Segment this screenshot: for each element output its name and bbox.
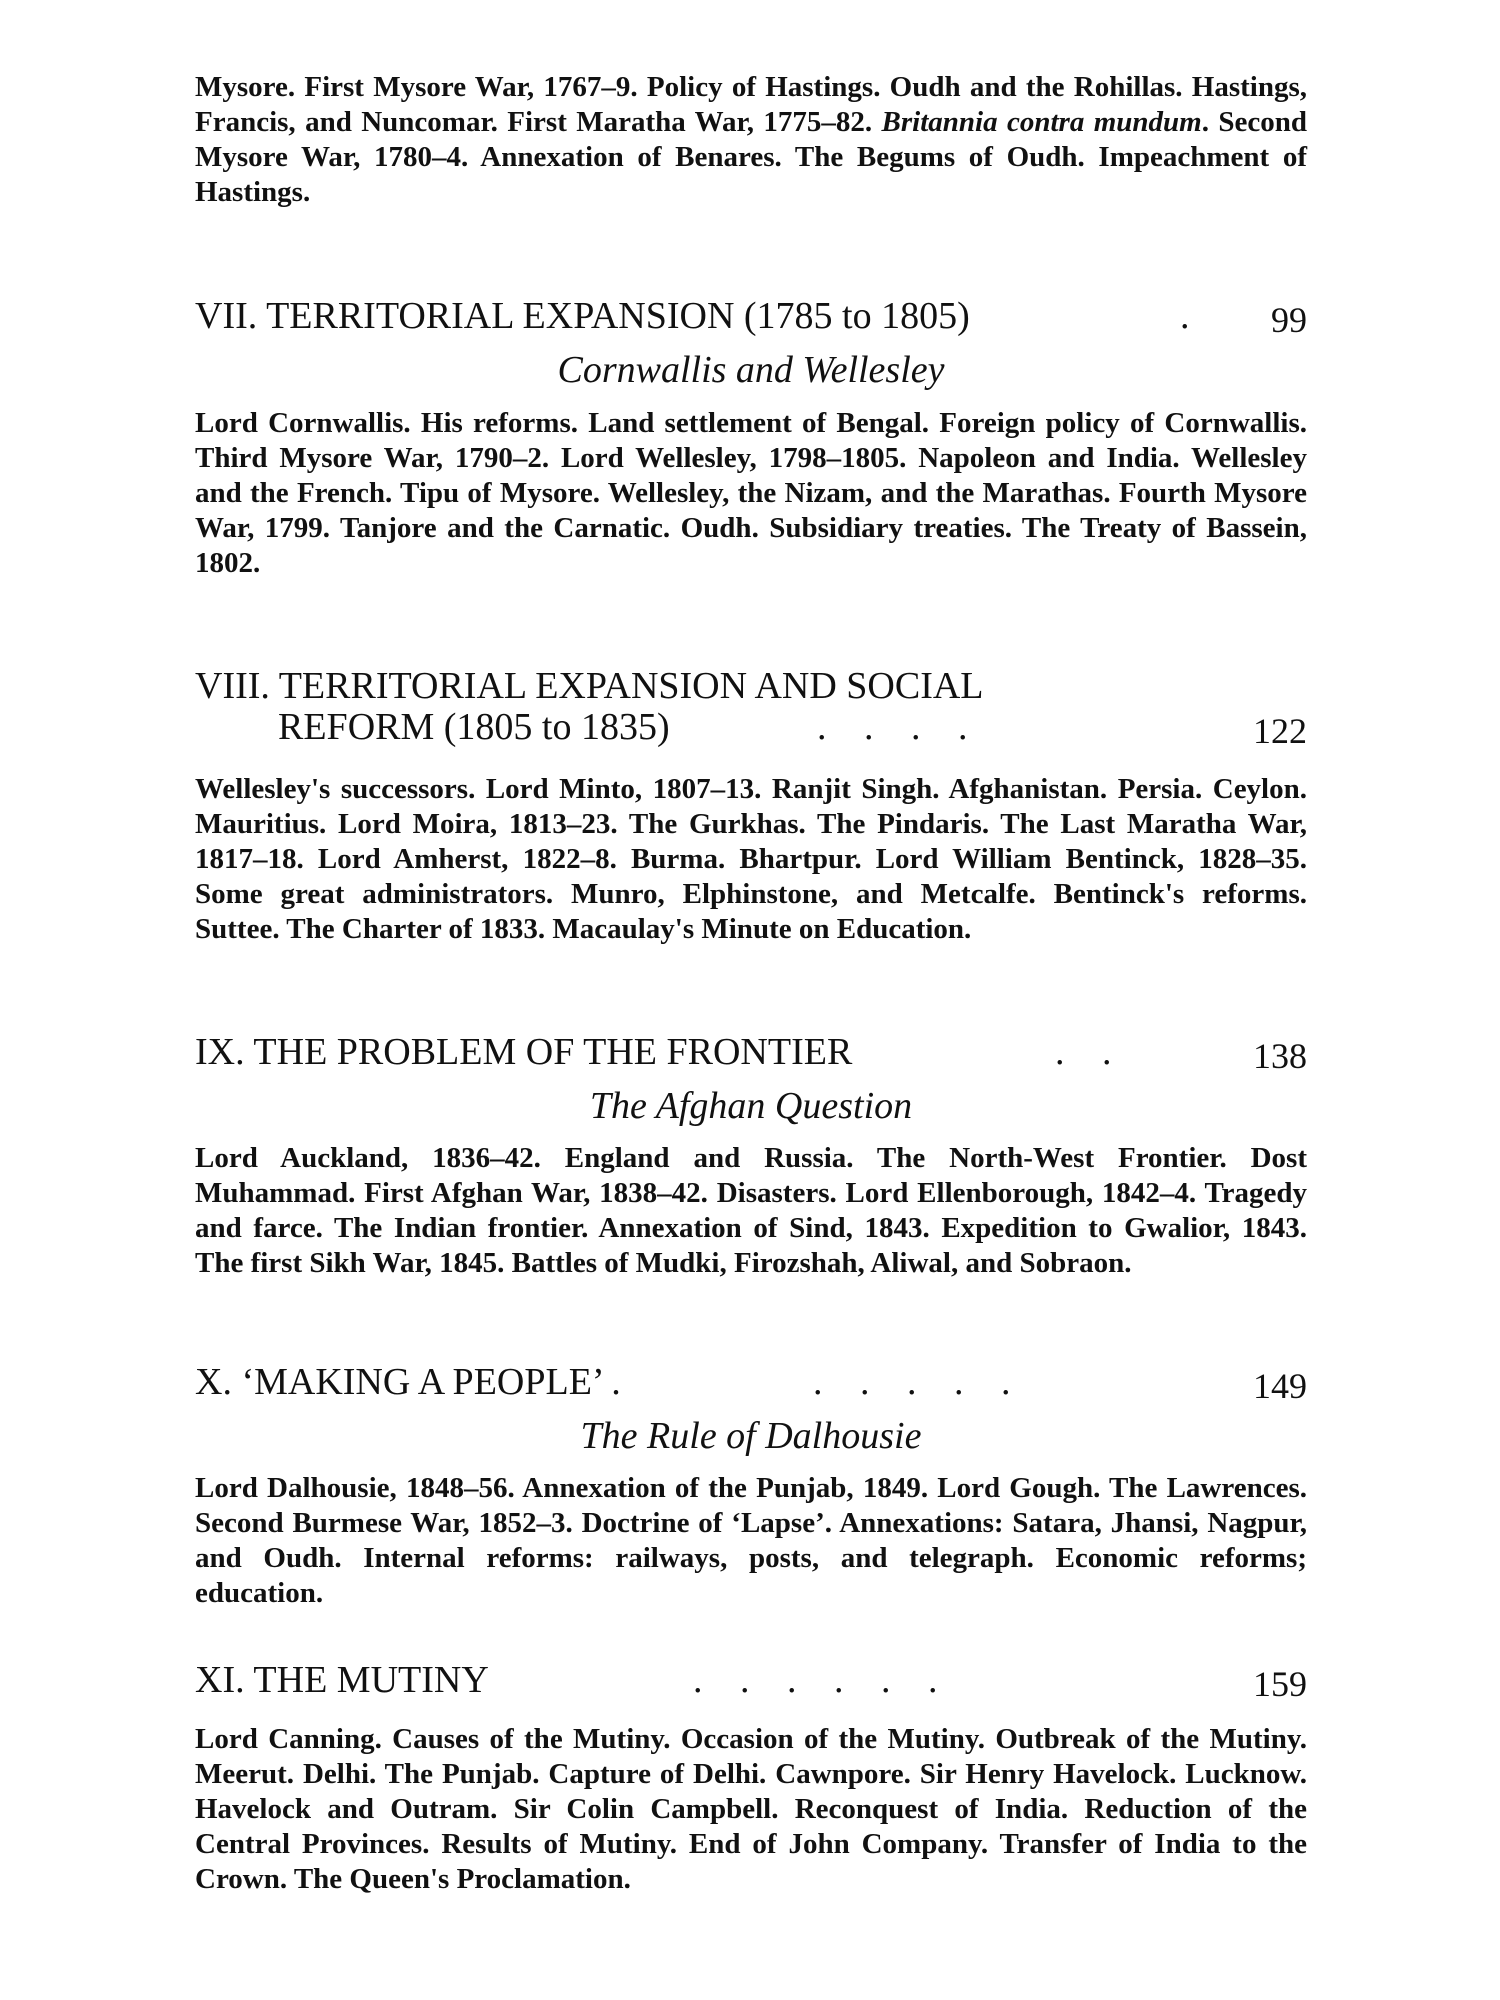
leader-dots: . . . . xyxy=(817,706,982,748)
chapter-title-text: XI. THE MUTINY xyxy=(195,1659,489,1701)
page-number: 138 xyxy=(1253,1036,1307,1076)
chapter-viii-title xyxy=(195,664,1307,708)
page-number: 149 xyxy=(1253,1366,1307,1406)
leader-dots: . . . . . xyxy=(813,1361,1025,1403)
chapter-viii-summary: Wellesley's successors. Lord Minto, 1807–13. Ranjit Singh. Afghanistan. Persia. Ceylon. Mauritius. Lord Moira, 1813–23. The Gurkhas. The Pindaris. The Last Maratha War, 1817–18. Lord Amherst, 1822–8. Burma. Bhartpur. Lord William Bentinck, 1828–35. Some great administrators. Munro, Elphinstone, and Metcalfe. Bentinck's reforms. Suttee. The Charter of 1833. Macaulay's Minute on Education. xyxy=(195,773,1307,945)
page-number: 159 xyxy=(1253,1664,1307,1704)
chapter-title-text: REFORM (1805 to 1835) xyxy=(278,706,670,748)
leader-dots: . . xyxy=(1055,1031,1126,1073)
chapter-x-summary: Lord Dalhousie, 1848–56. Annexation of the Punjab, 1849. Lord Gough. The Lawrences. Second Burmese War, 1852–3. Doctrine of ‘Lapse’. Annexations: Satara, Jhansi, Nagpur, and Oudh. Internal reforms: railways, posts, and telegraph. Economic reforms; education. xyxy=(195,1472,1307,1609)
intro-italic: Britannia contra mundum xyxy=(881,106,1202,138)
chapter-vii-subtitle: Cornwallis and Wellesley xyxy=(557,349,945,391)
chapter-x-subtitle: The Rule of Dalhousie xyxy=(580,1415,922,1457)
leader-dots: . . . . . . xyxy=(693,1659,952,1701)
chapter-xi-title xyxy=(195,1658,1307,1702)
intro-summary xyxy=(195,70,1307,210)
chapter-vii-summary: Lord Cornwallis. His reforms. Land settlement of Bengal. Foreign policy of Cornwallis. Third Mysore War, 1790–2. Lord Wellesley, 1798–1805. Napoleon and India. Wellesley and the French. Tipu of Mysore. Wellesley, the Nizam, and the Marathas. Fourth Mysore War, 1799. Tanjore and the Carnatic. Oudh. Subsidiary treaties. The Treaty of Bassein, 1802. xyxy=(195,407,1307,579)
chapter-ix-title xyxy=(195,1030,1307,1074)
chapter-title-text: IX. THE PROBLEM OF THE FRONTIER xyxy=(195,1031,853,1073)
intro-text-1: Mysore. First Mysore War, 1767–9. Policy of Hastings. Oudh and the Rohillas. Hastings, Francis, and Nuncomar. First Maratha War, 1775–82. xyxy=(195,71,1307,138)
chapter-ix-subtitle: The Afghan Question xyxy=(589,1085,913,1127)
chapter-vii-title xyxy=(195,294,1307,338)
chapter-title-text: VIII. TERRITORIAL EXPANSION AND SOCIAL xyxy=(195,665,984,707)
chapter-title-text: VII. TERRITORIAL EXPANSION (1785 to 1805) xyxy=(195,295,970,337)
chapter-title-text: X. ‘MAKING A PEOPLE’ . xyxy=(195,1361,621,1403)
page-number: 122 xyxy=(1253,711,1307,751)
chapter-ix-summary: Lord Auckland, 1836–42. England and Russia. The North-West Frontier. Dost Muhammad. First Afghan War, 1838–42. Disasters. Lord Ellenborough, 1842–4. Tragedy and farce. The Indian frontier. Annexation of Sind, 1843. Expedition to Gwalior, 1843. The first Sikh War, 1845. Battles of Mudki, Firozshah, Aliwal, and Sobraon. xyxy=(195,1142,1307,1279)
chapter-viii-title-line2 xyxy=(195,705,1307,749)
chapter-xi-summary: Lord Canning. Causes of the Mutiny. Occasion of the Mutiny. Outbreak of the Mutiny. Meerut. Delhi. The Punjab. Capture of Delhi. Cawnpore. Sir Henry Havelock. Lucknow. Havelock and Outram. Sir Colin Campbell. Reconquest of India. Reduction of the Central Provinces. Results of Mutiny. End of John Company. Transfer of India to the Crown. The Queen's Proclamation. xyxy=(195,1723,1307,1895)
intro-text-2: . Second Mysore War, 1780–4. Annexation of Benares. The Begums of Oudh. Impeachment of Hastings. xyxy=(195,106,1308,208)
chapter-x-title xyxy=(195,1360,1307,1404)
leader-dots: . xyxy=(1180,295,1190,337)
page-number: 99 xyxy=(1271,300,1307,340)
